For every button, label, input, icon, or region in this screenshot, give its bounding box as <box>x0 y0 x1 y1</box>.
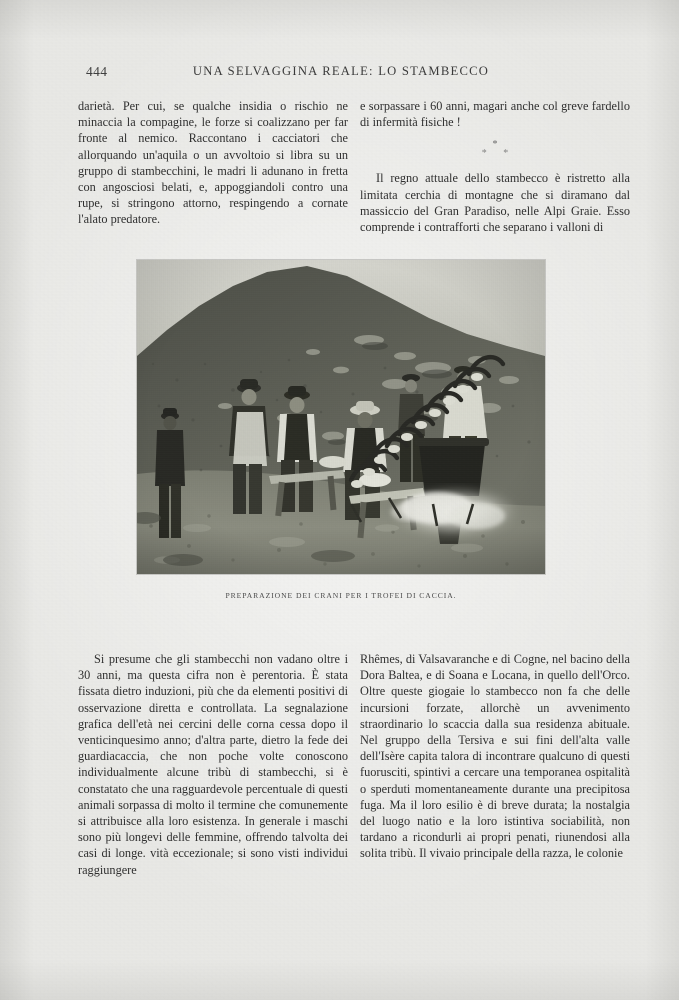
column-top-left <box>78 98 348 228</box>
paragraph: Il regno attuale dello stambecco è ristretto alla limitata cerchia di montagne che si diramano dal massiccio del Gran Paradiso, nelle Alpi Graie. Esso comprende i contrafforti che separano i valloni di <box>360 171 630 235</box>
photograph-ibex-skull-preparation <box>137 260 545 574</box>
column-bottom-left <box>78 651 348 878</box>
running-head <box>86 64 596 82</box>
figure <box>137 260 545 574</box>
paragraph: Si presume che gli stambecchi non vadano oltre i 30 anni, ma questa cifra non è perentoria. È stata fissata dietro induzioni, più che da elementi positivi di osservazione diretta e controllata. La segnalazione grafica dell'età nei cercini delle corna cessa dopo il venticinquesimo anno; d'altra parte, dietro la fede dei guardiacaccia, che non poche volte conoscono individualmente alcune tribù di stambecchi, si è constatato che una ragguardevole percentuale di questi animali sorpassa di molto il termine che comunemente si attribuisce alla loro esistenza. In generale i maschi sono più longevi delle femmine, offrendo talvolta dei casi di longe. vità eccezionale; si sono visti individui raggiungere <box>78 652 348 877</box>
figure-caption: PREPARAZIONE DEI CRANI PER I TROFEI DI CACCIA. <box>225 591 457 600</box>
running-title: UNA SELVAGGINA REALE: LO STAMBECCO <box>192 64 490 78</box>
asterism-divider <box>360 136 630 166</box>
asterisk-top: * <box>492 139 498 151</box>
paragraph: Rhêmes, di Valsavaranche e di Cogne, nel bacino della Dora Baltea, e di Soana e Locana, in quello dell'Orco. Oltre queste giogaie lo stambecco non fa che delle incursioni forzate, allorchè un avvenimento straordinario lo scaccia dalla sua residenza abituale. Nel gruppo della Tersiva e sui fini dell'alta valle dell'Isère capita talora di incontrare qualcuno di questi fuorusciti, spintivi a cercare una temporanea ospitalità o sperduti momentaneamente durante una precipitosa fuga. Ma il loro esilio è di breve durata; la nostalgia del luogo natio e la loro istintiva sociabilità, non tardano a ricondurli ai propri penati, riunendosi alla solita tribù. Il vivaio principale della razza, le colonie <box>360 652 630 861</box>
paragraph: darietà. Per cui, se qualche insidia o rischio ne minaccia la compagine, le forze si coalizzano per far fronte al nemico. Raccontano i cacciatori che allorquando un'aquila o un avvoltoio si libra su un gruppo di stambecchini, le madri li adunano in fretta con angosciosi belati, e, appoggiandoli contro una rupe, si stringono attorno, respingendo a cornate l'alato predatore. <box>78 99 348 227</box>
page-number: 444 <box>86 64 108 79</box>
asterisk-pair: * * <box>481 148 516 160</box>
paragraph: e sorpassare i 60 anni, magari anche col greve fardello di infermità fisiche ! <box>360 99 630 130</box>
column-top-right <box>360 98 630 235</box>
column-bottom-right <box>360 651 630 862</box>
